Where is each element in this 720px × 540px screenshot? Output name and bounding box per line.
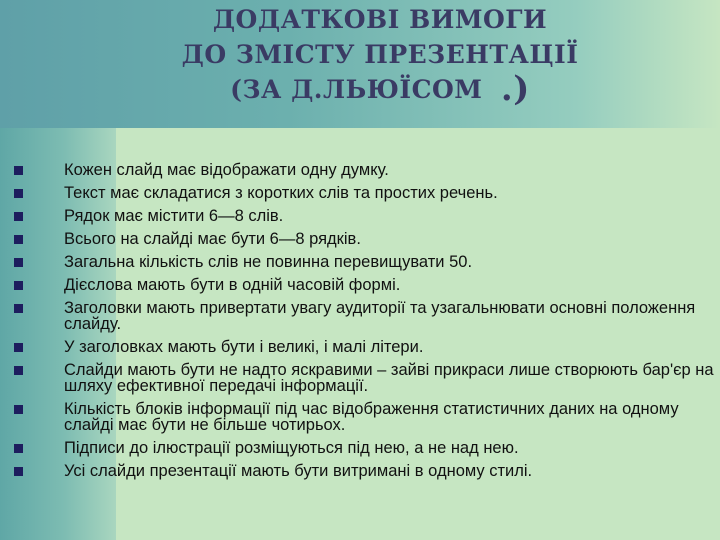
square-bullet-icon <box>14 467 23 476</box>
square-bullet-icon <box>14 212 23 221</box>
list-item <box>14 162 714 178</box>
square-bullet-icon <box>14 343 23 352</box>
list-item <box>14 362 714 394</box>
list-item-text: Рядок має містити 6—8 слів. <box>64 207 284 225</box>
title-line-3 <box>110 69 650 109</box>
list-item-text: Усі слайди презентації мають бути витримані в одному стилі. <box>64 462 533 480</box>
list-item <box>14 401 714 433</box>
title-line-3-text: (ЗА Д.ЛЬЮЇСОМ <box>230 75 483 104</box>
list-item-text: Кількість блоків інформації під час відображення статистичних даних на одному слайді має бути не більше чотирьох. <box>64 400 679 434</box>
title-line-1: ДОДАТКОВІ ВИМОГИ <box>212 5 548 34</box>
title-line-3-close: .) <box>500 69 530 109</box>
list-item-text: Заголовки мають привертати увагу аудиторії та узагальнювати основні положення слайду. <box>64 299 696 333</box>
title-line-2: ДО ЗМІСТУ ПРЕЗЕНТАЦІЇ <box>181 40 579 69</box>
square-bullet-icon <box>14 304 23 313</box>
square-bullet-icon <box>14 258 23 267</box>
requirements-list <box>14 162 714 486</box>
square-bullet-icon <box>14 166 23 175</box>
square-bullet-icon <box>14 444 23 453</box>
list-item-text: Слайди мають бути не надто яскравими – зайві прикраси лише створюють бар'єр на шляху ефективної передачі інформації. <box>64 361 714 395</box>
list-item-text: Кожен слайд має відображати одну думку. <box>64 161 389 179</box>
list-item <box>14 208 714 224</box>
square-bullet-icon <box>14 189 23 198</box>
list-item <box>14 339 714 355</box>
list-item <box>14 185 714 201</box>
list-item-text: Підписи до ілюстрації розміщуються під нею, а не над нею. <box>64 439 519 457</box>
list-item <box>14 463 714 479</box>
list-item <box>14 254 714 270</box>
list-item <box>14 300 714 332</box>
square-bullet-icon <box>14 405 23 414</box>
list-item-text: У заголовках мають бути і великі, і малі літери. <box>64 338 424 356</box>
slide-title <box>110 2 650 107</box>
list-item <box>14 277 714 293</box>
list-item-text: Всього на слайді має бути 6—8 рядків. <box>64 230 361 248</box>
square-bullet-icon <box>14 235 23 244</box>
list-item <box>14 440 714 456</box>
list-item-text: Текст має складатися з коротких слів та простих речень. <box>64 184 498 202</box>
list-item-text: Загальна кількість слів не повинна перевищувати 50. <box>64 253 473 271</box>
square-bullet-icon <box>14 281 23 290</box>
list-item <box>14 231 714 247</box>
list-item-text: Дієслова мають бути в одній часовій формі. <box>64 276 401 294</box>
square-bullet-icon <box>14 366 23 375</box>
